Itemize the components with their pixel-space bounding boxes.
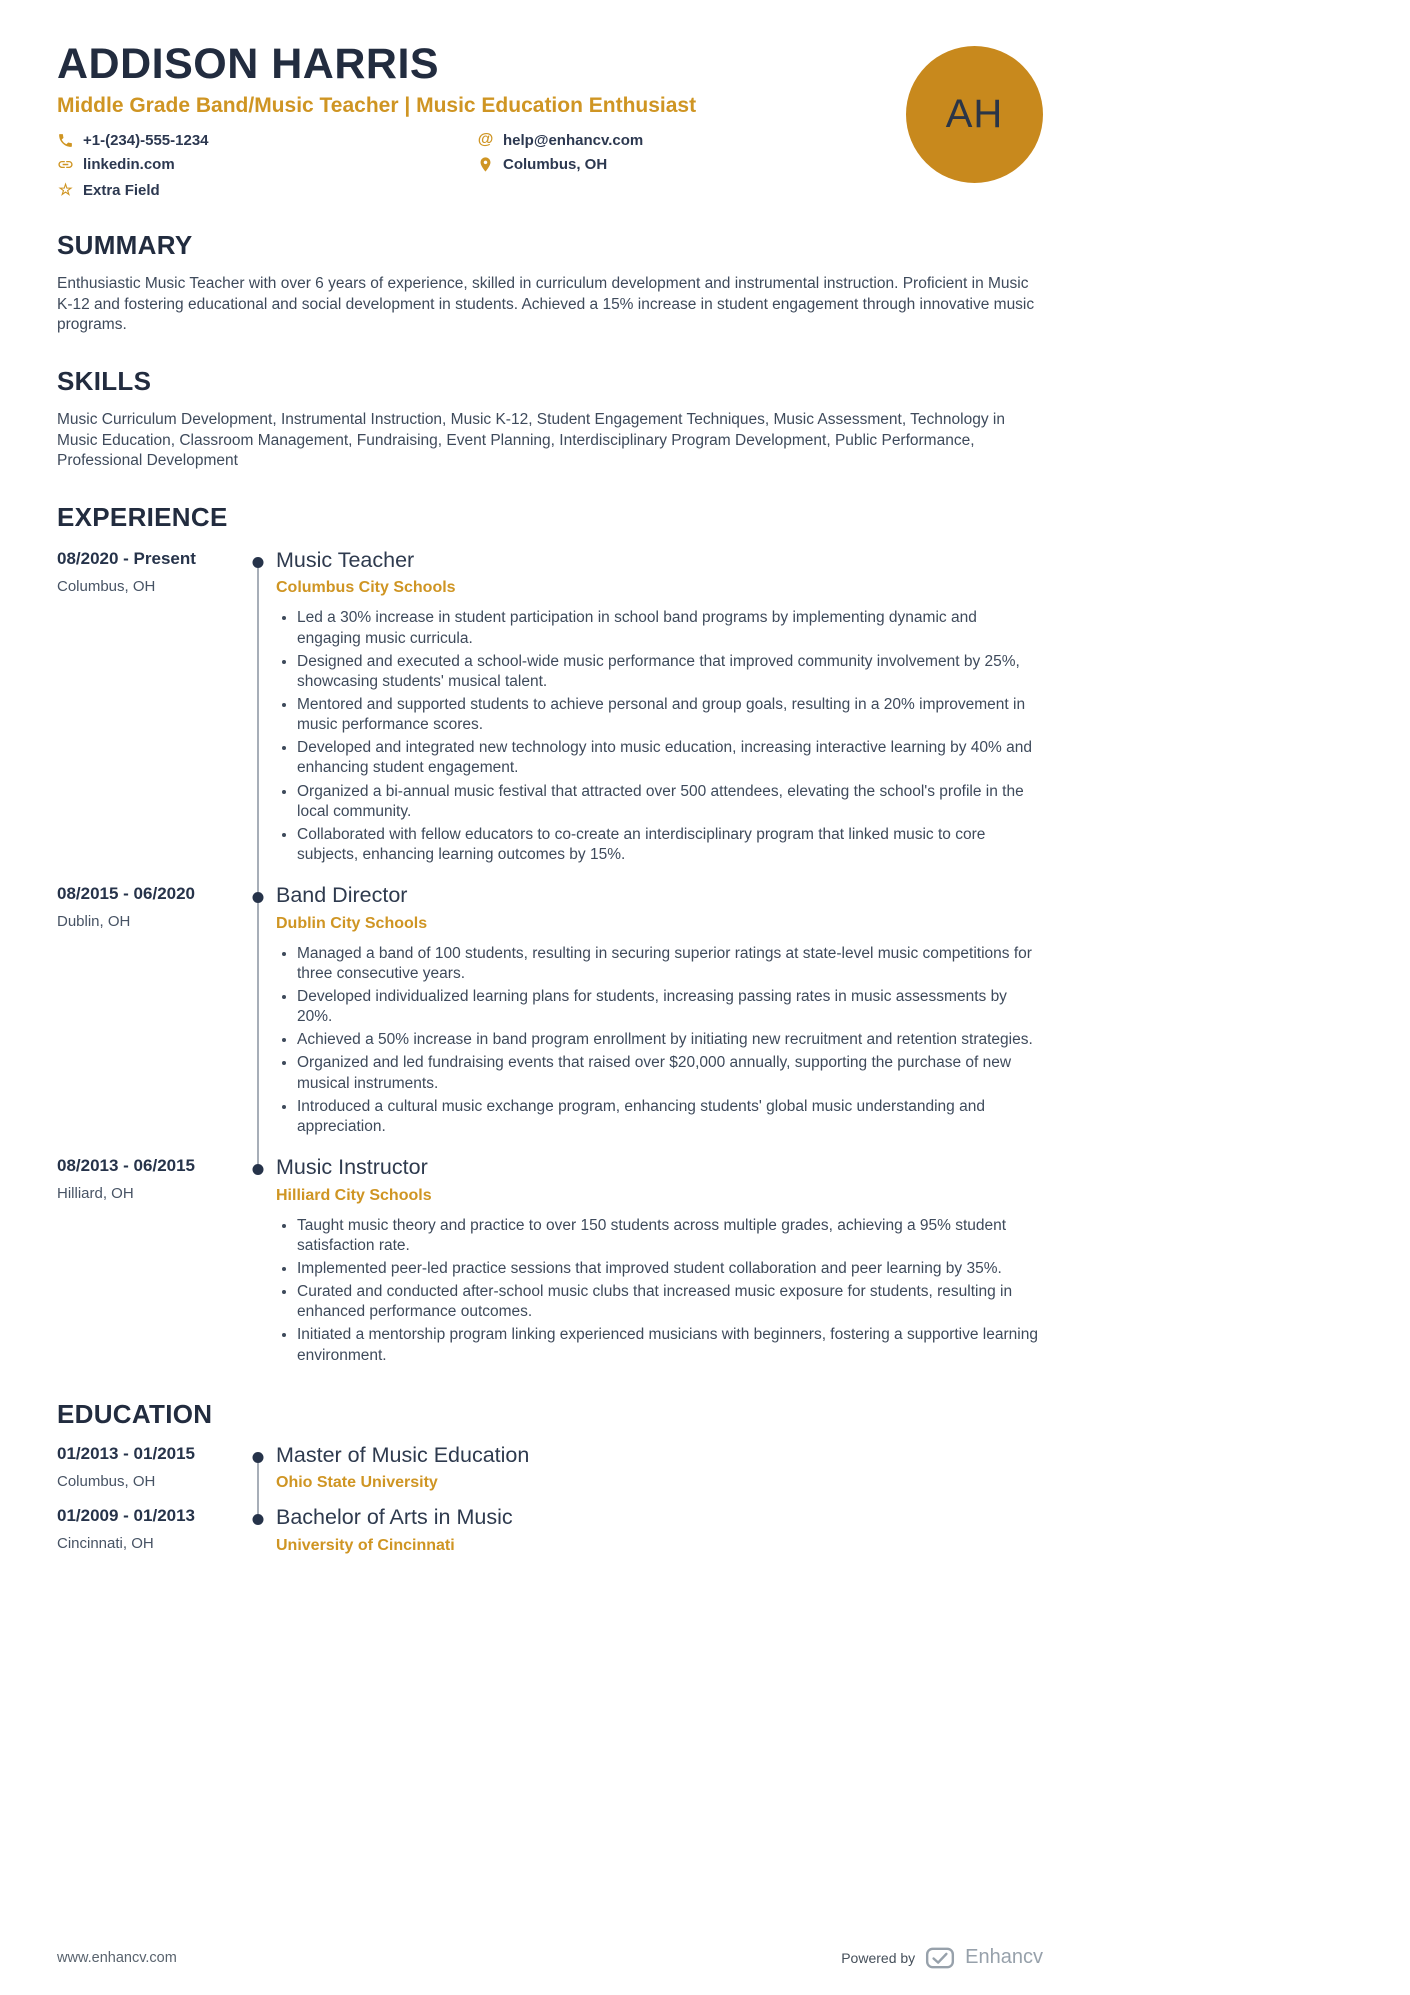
degree-title: Master of Music Education [276,1442,530,1467]
entry-meta [57,1444,240,1493]
entry-dates: 01/2009 - 01/2013 [57,1506,196,1526]
education-heading: EDUCATION [57,1398,213,1429]
header [57,42,1043,200]
entry-body [276,1444,1043,1493]
contact-location [477,156,696,173]
timeline [240,1506,276,1555]
entry-meta [57,1506,240,1555]
enhancv-logo-icon [925,1947,955,1969]
job-title: Band Director [276,883,408,908]
summary-text: Enthusiastic Music Teacher with over 6 years of experience, skilled in curriculum development and instrumental instruction. Proficient in Music K-12 and fostering educational and social development in students. Achieved a 15% increase in student engagement through innovative music programs. [57,275,1035,334]
bullet: • Organized and led fundraising events that raised over $20,000 annually, supporting the purchase of new musical instruments. [297,1053,1043,1093]
email-address: help@enhancv.com [503,131,644,149]
timeline-dot [253,1164,264,1175]
experience-entry [57,884,1043,1140]
entry-meta [57,1156,240,1369]
entry-body [276,1506,1043,1555]
phone-icon [57,132,74,149]
bullet: • Developed individualized learning plans for students, increasing passing rates in music assessments by 20%. [297,987,1043,1027]
timeline-dot [253,557,264,568]
link-icon [57,156,74,173]
bullet-list [276,608,1043,865]
job-title: Music Teacher [276,547,415,572]
pin-icon [477,156,494,173]
education-entry [57,1444,1043,1493]
education-entry [57,1506,1043,1555]
bullet: • Curated and conducted after-school music clubs that increased music exposure for students, resulting in enhanced performance outcomes. [297,1282,1043,1322]
footer-website-link[interactable]: www.enhancv.com [57,1949,177,1966]
experience-entry [57,549,1043,868]
entry-body [276,1156,1043,1369]
bullet: • Designed and executed a school-wide music performance that improved community involvement by 25%, showcasing students' musical talent. [297,652,1043,692]
timeline-dot [253,892,264,903]
entry-meta [57,884,240,1140]
skills-heading: SKILLS [57,365,152,396]
school-name: Ohio State University [276,1474,438,1492]
extra-field-text: Extra Field [83,181,160,199]
bullet: • Mentored and supported students to achieve personal and group goals, resulting in a 20% improvement in music performance scores. [297,695,1043,735]
entry-location: Hilliard, OH [57,1185,134,1203]
company-name: Hilliard City Schools [276,1186,432,1204]
at-icon: @ [477,131,494,149]
school-name: University of Cincinnati [276,1536,455,1554]
timeline [240,884,276,1140]
star-icon: ☆ [58,182,73,200]
entry-meta [57,549,240,868]
enhancv-brand-name: Enhancv [965,1946,1043,1968]
bullet: • Achieved a 50% increase in band program enrollment by initiating new recruitment and retention strategies. [297,1030,1043,1050]
company-name: Columbus City Schools [276,579,456,597]
timeline [240,549,276,868]
contact-linkedin[interactable] [57,156,477,173]
location-text: Columbus, OH [503,156,608,174]
entry-location: Columbus, OH [57,1472,156,1490]
entry-body [276,549,1043,868]
bullet: • Taught music theory and practice to over 150 students across multiple grades, achieving a 95% student satisfaction rate. [297,1216,1043,1256]
powered-by-label: Powered by [841,1949,916,1966]
experience-heading: EXPERIENCE [57,501,228,532]
candidate-name: ADDISON HARRIS [57,40,440,88]
entry-location: Columbus, OH [57,577,156,595]
bullet: • Developed and integrated new technology into music education, increasing interactive learning by 40% and enhancing student engagement. [297,738,1043,778]
entry-location: Dublin, OH [57,913,131,931]
entry-location: Cincinnati, OH [57,1535,154,1553]
job-title: Music Instructor [276,1155,428,1180]
entry-dates: 08/2015 - 06/2020 [57,884,196,904]
footer [57,1946,1043,1969]
contact-extra-field [57,180,477,200]
contact-phone[interactable] [57,131,477,149]
bullet-list [276,944,1043,1137]
contact-email[interactable] [477,131,696,149]
timeline-dot [253,1452,264,1463]
experience-section [57,502,1043,1369]
bullet: • Introduced a cultural music exchange program, enhancing students' global music understanding and appreciation. [297,1097,1043,1137]
timeline [240,1156,276,1369]
bullet-list [276,1216,1043,1366]
timeline [240,1444,276,1493]
entry-dates: 01/2013 - 01/2015 [57,1443,196,1463]
header-left [57,42,696,200]
bullet: • Organized a bi-annual music festival that attracted over 500 attendees, elevating the school's profile in the local community. [297,782,1043,822]
entry-dates: 08/2013 - 06/2015 [57,1156,196,1176]
bullet: • Initiated a mentorship program linking experienced musicians with beginners, fostering a supportive learning environment. [297,1325,1043,1365]
contact-info [57,131,696,200]
degree-title: Bachelor of Arts in Music [276,1505,513,1530]
avatar-initials: AH [945,92,1004,136]
bullet: • Collaborated with fellow educators to co-create an interdisciplinary program that linked music to core subjects, enhancing learning outcomes by 15%. [297,825,1043,865]
skills-section [57,366,1043,472]
summary-heading: SUMMARY [57,230,193,261]
linkedin-url: linkedin.com [83,156,175,174]
phone-number: +1-(234)-555-1234 [83,131,209,149]
experience-entry [57,1156,1043,1369]
bullet: • Managed a band of 100 students, resulting in securing superior ratings at state-level music competitions for three consecutive years. [297,944,1043,984]
resume-content [57,42,1043,1555]
company-name: Dublin City Schools [276,914,428,932]
summary-section [57,230,1043,336]
job-headline: Middle Grade Band/Music Teacher | Music Education Enthusiast [57,94,697,118]
entry-body [276,884,1043,1140]
bullet: • Implemented peer-led practice sessions that improved student collaboration and peer learning by 35%. [297,1259,1043,1279]
entry-dates: 08/2020 - Present [57,548,196,568]
timeline-dot [253,1514,264,1525]
powered-by[interactable] [841,1946,1043,1969]
bullet: • Led a 30% increase in student participation in school band programs by implementing dynamic and engaging music curricula. [297,608,1043,648]
education-section [57,1399,1043,1555]
skills-text: Music Curriculum Development, Instrumental Instruction, Music K-12, Student Engagement Techniques, Music Assessment, Technology in Music Education, Classroom Management, Fundraising, Event Planning, Interdisciplinary Program Development, Public Performance, Professional Development [57,410,1005,470]
avatar [906,46,1043,183]
